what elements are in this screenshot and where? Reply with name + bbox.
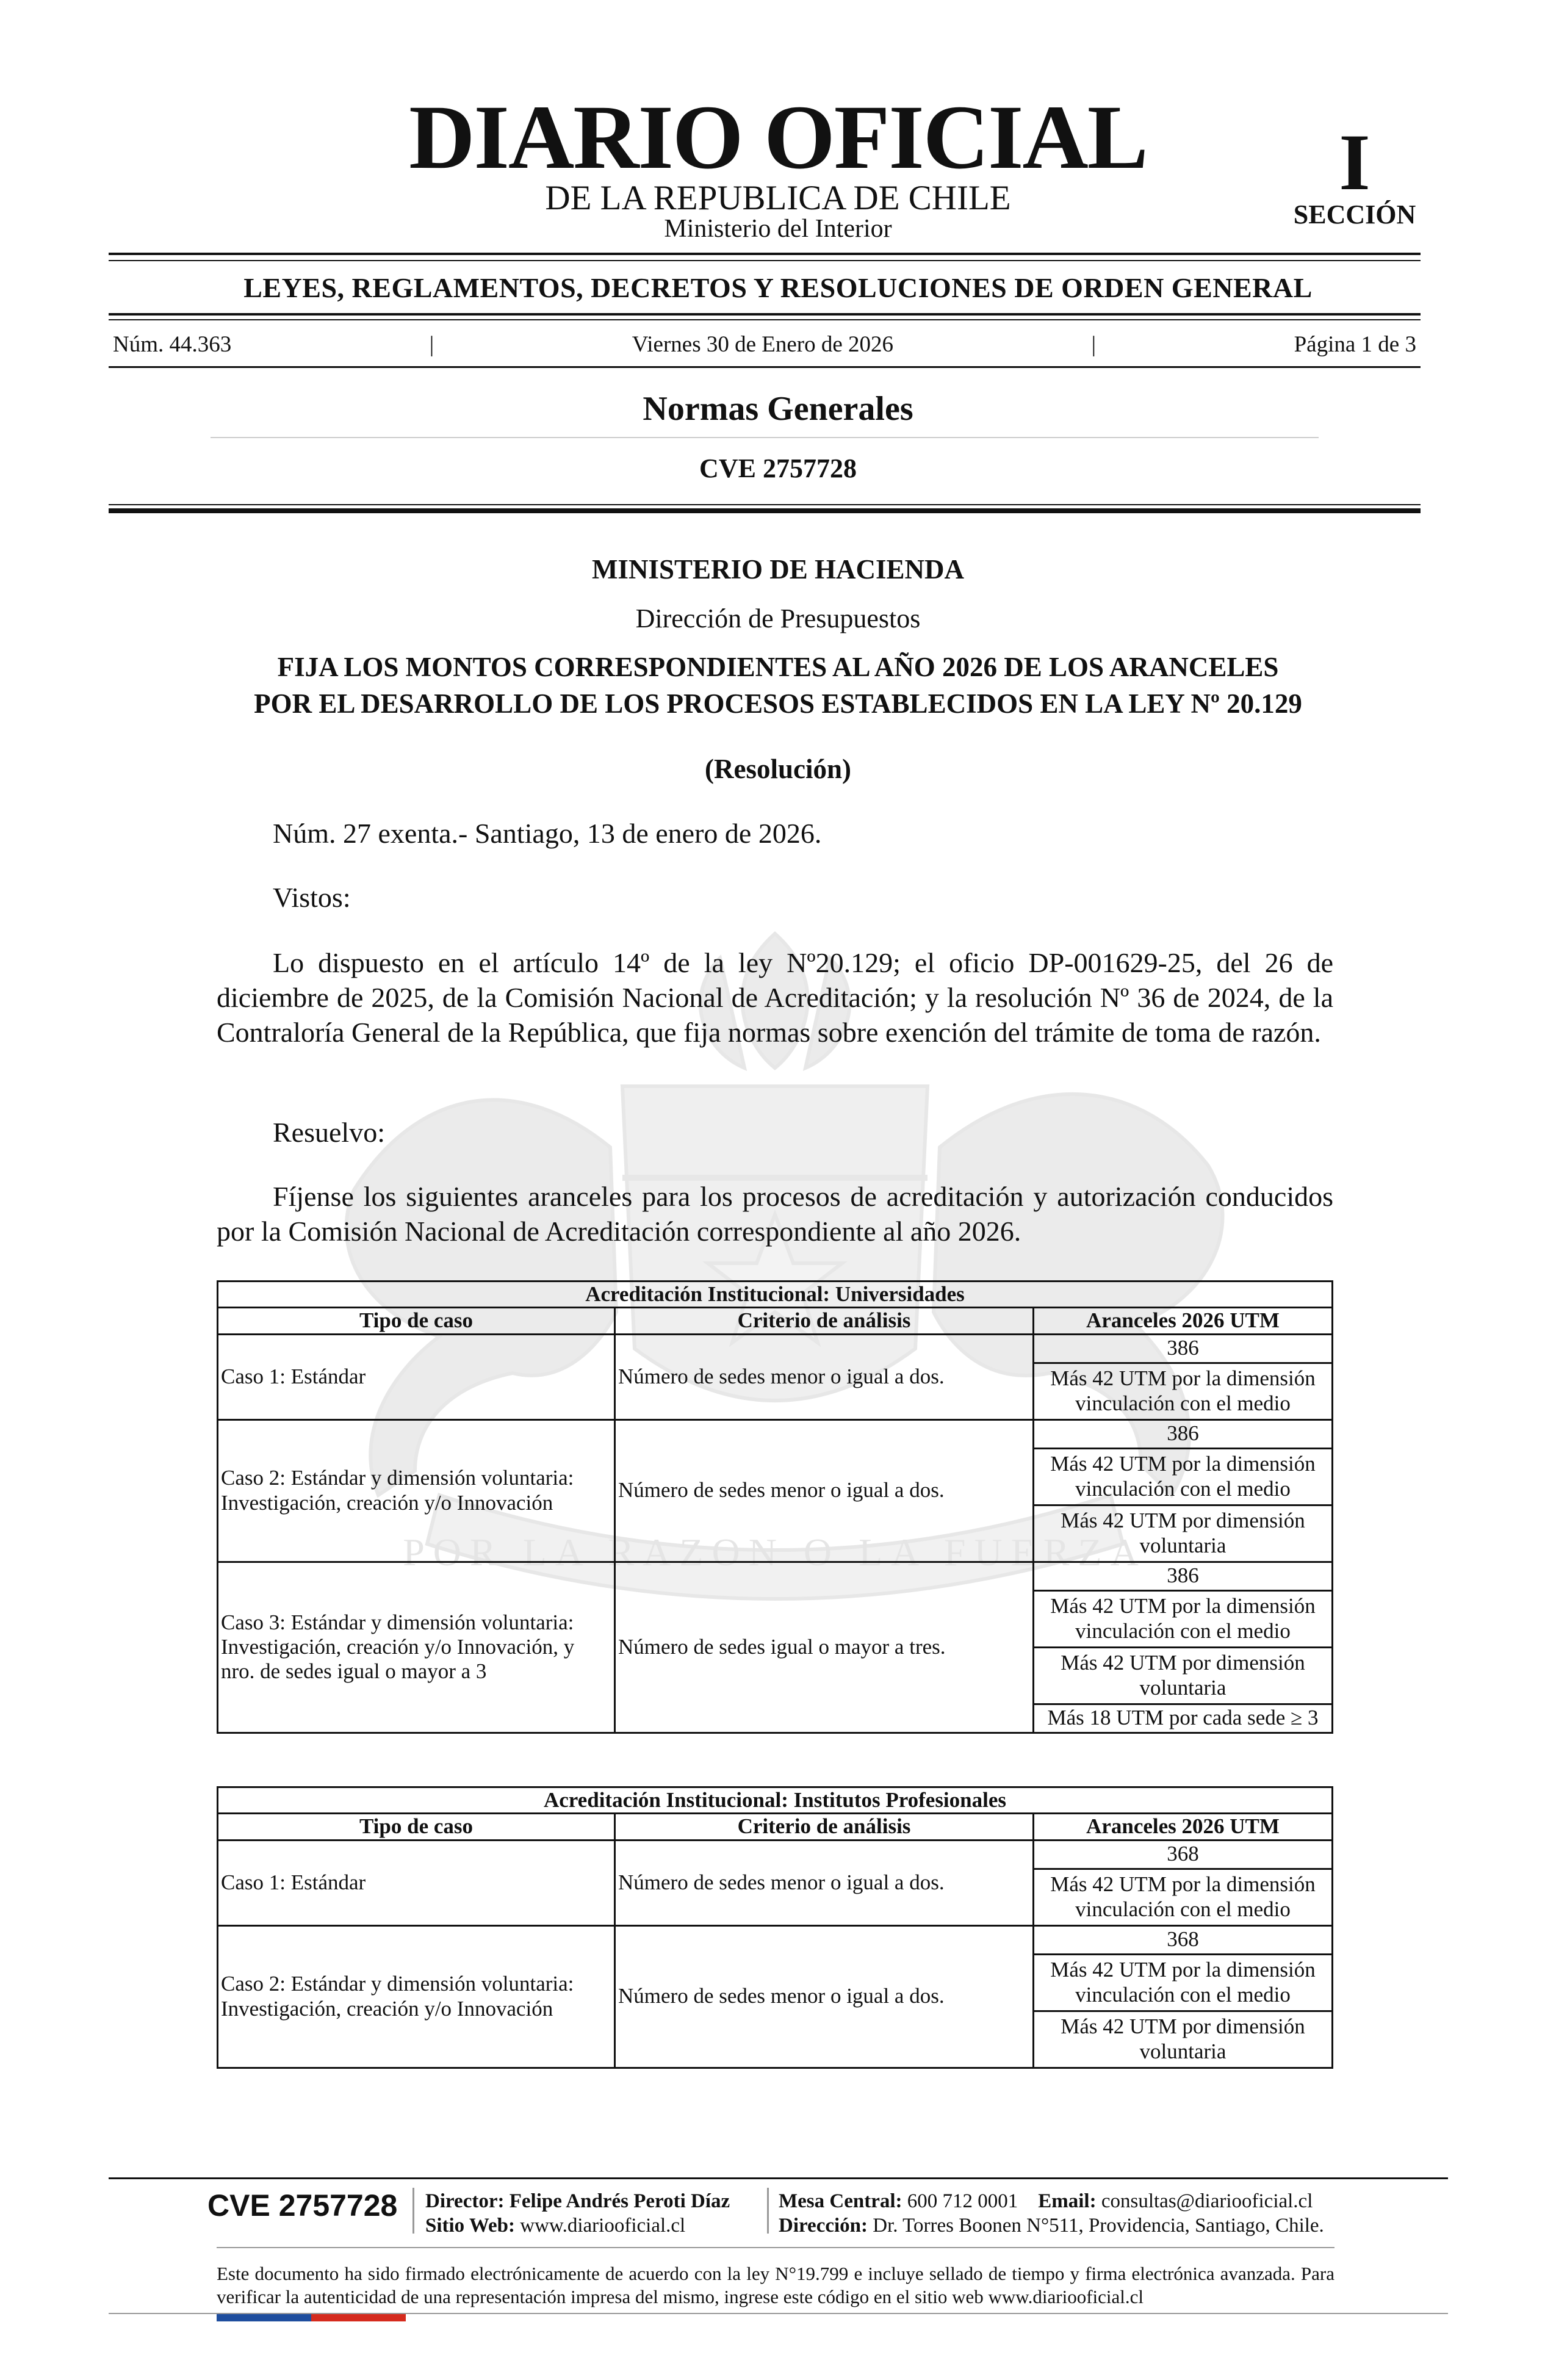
director-name: Felipe Andrés Peroti Díaz [509,2190,730,2212]
page-indicator: Página 1 de 3 [1294,332,1416,357]
fee-cell: Más 42 UTM por dimensión voluntaria [1034,2011,1333,2068]
info-separator: | [1091,332,1097,357]
director-label: Director: [425,2190,505,2212]
column-header: Criterio de análisis [615,1814,1034,1840]
flag-stripe-blue [217,2314,311,2321]
fee-cell: 368 [1034,1840,1333,1869]
section-number: I [1339,117,1371,207]
fee-cell: 386 [1034,1419,1333,1448]
fees-table-institutes [217,1786,1333,2069]
fee-cell: 386 [1034,1334,1333,1363]
table-caption: Acreditación Institucional: Institutos Profesionales [218,1787,1333,1814]
vistos-label: Vistos: [273,882,351,913]
column-header: Tipo de caso [218,1308,615,1334]
phone-number: 600 712 0001 [907,2190,1018,2212]
case-type-cell: Caso 3: Estándar y dimensión voluntaria: Investigación, creación y/o Innovación, y nro. de sedes igual o mayor a 3 [218,1562,615,1733]
doc-directorate: Dirección de Presupuestos [635,604,921,633]
criteria-cell: Número de sedes menor o igual a dos. [615,1334,1034,1419]
footer-rule-top [109,2177,1448,2179]
section-heading: Normas Generales [643,390,913,428]
case-type-cell: Caso 1: Estándar [218,1334,615,1419]
doc-type: (Resolución) [705,754,851,784]
footer-signature-note: Este documento ha sido firmado electrónicamente de acuerdo con la ley N°19.799 e incluye sellado de tiempo y firma electrónica avanzada. Para verificar la autenticidad de una representación impresa del mismo, ingrese este código en el sitio web www.diariooficial.cl [217,2263,1334,2307]
footer-contact-block [779,2189,1324,2238]
doc-title-line1: FIJA LOS MONTOS CORRESPONDIENTES AL AÑO 2026 DE LOS ARANCELES [277,652,1279,682]
fee-cell: Más 42 UTM por dimensión voluntaria [1034,1505,1333,1562]
heading-underline [211,437,1319,438]
site-label: Sitio Web: [425,2215,516,2237]
fee-cell: 368 [1034,1925,1333,1954]
issue-info-bar [113,331,1416,358]
site-link[interactable]: www.diariooficial.cl [520,2215,686,2237]
email-label: Email: [1038,2190,1097,2212]
address-text: Dr. Torres Boonen N°511, Providencia, Santiago, Chile. [873,2215,1324,2237]
rule-top-1 [109,253,1421,255]
fee-cell: Más 42 UTM por la dimensión vinculación con el medio [1034,1590,1333,1647]
footer-cve-code: CVE 2757728 [207,2188,398,2223]
address-label: Dirección: [779,2215,868,2237]
column-header: Aranceles 2026 UTM [1034,1308,1333,1334]
column-header: Aranceles 2026 UTM [1034,1814,1333,1840]
fee-cell: Más 42 UTM por la dimensión vinculación con el medio [1034,1869,1333,1925]
ministry-label: Ministerio del Interior [664,215,892,243]
case-type-cell: Caso 2: Estándar y dimensión voluntaria: Investigación, creación y/o Innovación [218,1419,615,1562]
case-type-cell: Caso 2: Estándar y dimensión voluntaria: Investigación, creación y/o Innovación [218,1925,615,2068]
section-label: SECCIÓN [1293,200,1416,229]
criteria-cell: Número de sedes menor o igual a dos. [615,1419,1034,1562]
cve-code: CVE 2757728 [699,453,857,483]
criteria-cell: Número de sedes menor o igual a dos. [615,1840,1034,1925]
rule-cve-2 [109,508,1421,513]
resuelvo-paragraph: Fíjense los siguientes aranceles para los procesos de acreditación y autorización conducidos por la Comisión Nacional de Acreditación correspondiente al año 2026. [217,1181,1333,1247]
criteria-cell: Número de sedes igual o mayor a tres. [615,1562,1034,1733]
footer-director-block [425,2189,730,2238]
newspaper-title: DIARIO OFICIAL [409,87,1147,188]
rule-mid-2 [109,319,1421,320]
rule-cve-1 [109,504,1421,505]
doc-ministry: MINISTERIO DE HACIENDA [591,554,965,585]
svg-text:POR LA RAZON O LA FUERZA: POR LA RAZON O LA FUERZA [403,1531,1147,1574]
newspaper-subtitle: DE LA REPUBLICA DE CHILE [545,179,1011,217]
case-type-cell: Caso 1: Estándar [218,1840,615,1925]
info-separator: | [429,332,434,357]
fee-cell: 386 [1034,1562,1333,1590]
resuelvo-label: Resuelvo: [273,1117,385,1148]
phone-label: Mesa Central: [779,2190,902,2212]
doc-title-line2: POR EL DESARROLLO DE LOS PROCESOS ESTABLECIDOS EN LA LEY Nº 20.129 [254,688,1302,719]
vistos-paragraph: Lo dispuesto en el artículo 14º de la ley Nº20.129; el oficio DP-001629-25, del 26 de diciembre de 2025, de la Comisión Nacional de Acreditación; y la resolución Nº 36 de 2024, de la Contraloría General de la República, que fija normas sobre exención del trámite de toma de razón. [217,947,1333,1048]
column-header: Criterio de análisis [615,1308,1034,1334]
flag-stripe-red [311,2314,406,2321]
fee-cell: Más 42 UTM por dimensión voluntaria [1034,1647,1333,1704]
footer-divider [412,2188,414,2234]
table-caption: Acreditación Institucional: Universidades [218,1282,1333,1308]
email-link[interactable]: consultas@diariooficial.cl [1101,2190,1313,2212]
criteria-cell: Número de sedes menor o igual a dos. [615,1925,1034,2068]
issue-date: Viernes 30 de Enero de 2026 [632,332,894,357]
fee-cell: Más 42 UTM por la dimensión vinculación con el medio [1034,1954,1333,2011]
footer-divider [767,2188,769,2234]
footer-rule-mid [217,2247,1334,2248]
category-banner: LEYES, REGLAMENTOS, DECRETOS Y RESOLUCIONES DE ORDEN GENERAL [243,272,1313,303]
fees-table-universities [217,1280,1333,1734]
fee-cell: Más 42 UTM por la dimensión vinculación con el medio [1034,1363,1333,1419]
doc-number-line: Núm. 27 exenta.- Santiago, 13 de enero de 2026. [273,818,822,849]
column-header: Tipo de caso [218,1814,615,1840]
fee-cell: Más 42 UTM por la dimensión vinculación con el medio [1034,1448,1333,1505]
rule-top-2 [109,260,1421,261]
rule-mid-1 [109,313,1421,316]
rule-info [109,366,1421,368]
fee-cell: Más 18 UTM por cada sede ≥ 3 [1034,1704,1333,1733]
issue-number: Núm. 44.363 [113,332,232,357]
